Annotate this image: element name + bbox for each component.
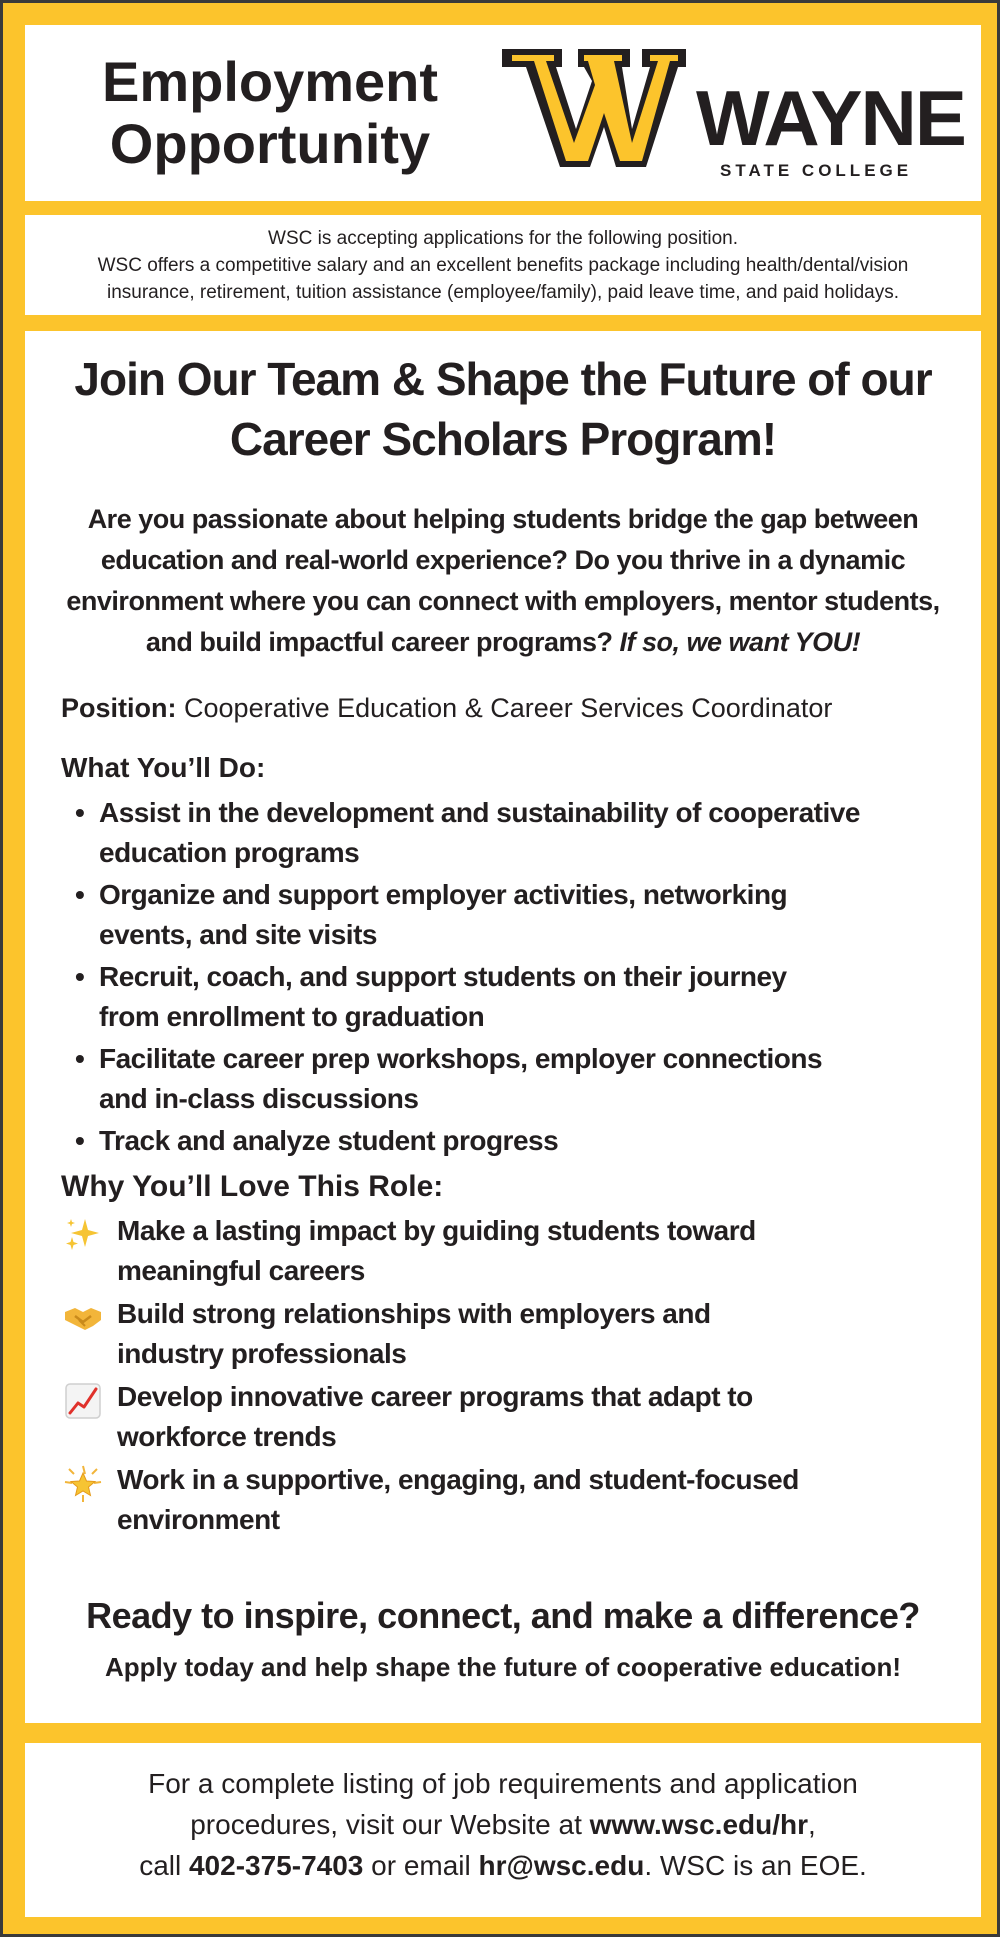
sparkles-icon	[63, 1215, 103, 1255]
list-item-line: Make a lasting impact by guiding students toward	[117, 1215, 756, 1246]
why-youll-love-list	[61, 1211, 941, 1543]
footer-line-1: For a complete listing of job requirements and application	[148, 1768, 858, 1799]
intro-line-3: insurance, retirement, tuition assistance (employee/family), paid leave time, and paid holidays.	[106, 282, 900, 303]
handshake-icon	[63, 1298, 103, 1338]
header-panel	[25, 25, 981, 201]
lead-line-1: Are you passionate about helping students bridge the gap between	[87, 504, 919, 534]
bullet-icon: •	[75, 1125, 85, 1156]
what-youll-do-list	[75, 793, 935, 1163]
footer-line-2-suffix: ,	[808, 1809, 816, 1840]
lead-emphasis: If so, we want YOU!	[619, 627, 861, 657]
list-item	[61, 1460, 941, 1540]
footer-line-2	[25, 1804, 981, 1845]
intro-text	[25, 225, 981, 306]
chart-increasing-icon	[63, 1381, 103, 1421]
title-line-2: Opportunity	[109, 112, 431, 175]
cta-subline: Apply today and help shape the future of cooperative education!	[105, 1652, 901, 1682]
list-item-line: Develop innovative career programs that adapt to	[117, 1381, 753, 1412]
footer-line-3	[25, 1845, 981, 1886]
footer-text	[25, 1763, 981, 1886]
list-item-line: education programs	[99, 837, 360, 868]
bullet-icon: •	[75, 1043, 85, 1074]
headline	[25, 349, 981, 469]
footer-panel	[25, 1743, 981, 1917]
list-item	[61, 1294, 941, 1374]
list-item	[61, 1377, 941, 1457]
list-item	[75, 793, 935, 873]
list-item-line: Track and analyze student progress	[99, 1125, 559, 1156]
list-item-line: Organize and support employer activities, networking	[99, 879, 788, 910]
intro-panel	[25, 215, 981, 315]
list-item-line: Recruit, coach, and support students on their journey	[99, 961, 787, 992]
website-link[interactable]: www.wsc.edu/hr	[589, 1809, 808, 1840]
position-value: Cooperative Education & Career Services Coordinator	[184, 693, 833, 723]
why-youll-love-heading: Why You’ll Love This Role:	[61, 1170, 444, 1203]
bullet-icon: •	[75, 961, 85, 992]
position-label: Position:	[61, 693, 177, 723]
position-line	[61, 691, 832, 725]
lead-line-4	[45, 622, 961, 663]
list-item-line: and in-class discussions	[99, 1083, 419, 1114]
list-item-line: from enrollment to graduation	[99, 1001, 485, 1032]
phone-number[interactable]: 402-375-7403	[188, 1850, 364, 1881]
lead-line-3: environment where you can connect with employers, mentor students,	[66, 586, 940, 616]
list-item-line: events, and site visits	[99, 919, 377, 950]
footer-line-3-mid: or email	[363, 1850, 479, 1881]
headline-line-1: Join Our Team & Shape the Future of our	[74, 353, 932, 405]
intro-line-2: WSC offers a competitive salary and an excellent benefits package including health/dental/vision	[97, 255, 909, 276]
list-item-line: Build strong relationships with employers and	[117, 1298, 711, 1329]
wayne-state-logo	[500, 43, 965, 183]
cta-headline: Ready to inspire, connect, and make a difference?	[86, 1595, 920, 1636]
list-item-line: Work in a supportive, engaging, and student-focused	[117, 1464, 799, 1495]
email-link[interactable]: hr@wsc.edu	[478, 1850, 645, 1881]
bullet-icon: •	[75, 879, 85, 910]
list-item-line: environment	[117, 1504, 280, 1535]
list-item-line: workforce trends	[117, 1421, 337, 1452]
logo-subtitle: STATE COLLEGE	[720, 161, 913, 180]
main-panel	[25, 331, 981, 1723]
bullet-icon: •	[75, 797, 85, 828]
list-item	[75, 957, 935, 1037]
list-item	[75, 1121, 935, 1161]
lead-line-2: education and real-world experience? Do you thrive in a dynamic	[100, 545, 906, 575]
glowing-star-icon	[63, 1464, 103, 1504]
footer-line-3-suffix: . WSC is an EOE.	[644, 1850, 867, 1881]
list-item	[75, 875, 935, 955]
list-item-line: meaningful careers	[117, 1255, 365, 1286]
headline-line-2: Career Scholars Program!	[229, 413, 777, 465]
footer-line-2-prefix: procedures, visit our Website at	[190, 1809, 590, 1840]
footer-line-3-prefix: call	[139, 1850, 189, 1881]
list-item	[61, 1211, 941, 1291]
intro-line-1: WSC is accepting applications for the following position.	[268, 228, 738, 249]
page-title	[80, 51, 460, 175]
logo-w-mark	[500, 43, 690, 173]
list-item-line: Facilitate career prep workshops, employer connections	[99, 1043, 823, 1074]
logo-wordmark: WAYNE	[696, 74, 965, 162]
lead-line-4-text: and build impactful career programs?	[145, 627, 613, 657]
list-item	[75, 1039, 935, 1119]
what-youll-do-heading: What You’ll Do:	[61, 752, 266, 783]
title-line-1: Employment	[101, 50, 439, 113]
list-item-line: industry professionals	[117, 1338, 407, 1369]
list-item-line: Assist in the development and sustainability of cooperative	[99, 797, 860, 828]
lead-paragraph	[45, 499, 961, 663]
